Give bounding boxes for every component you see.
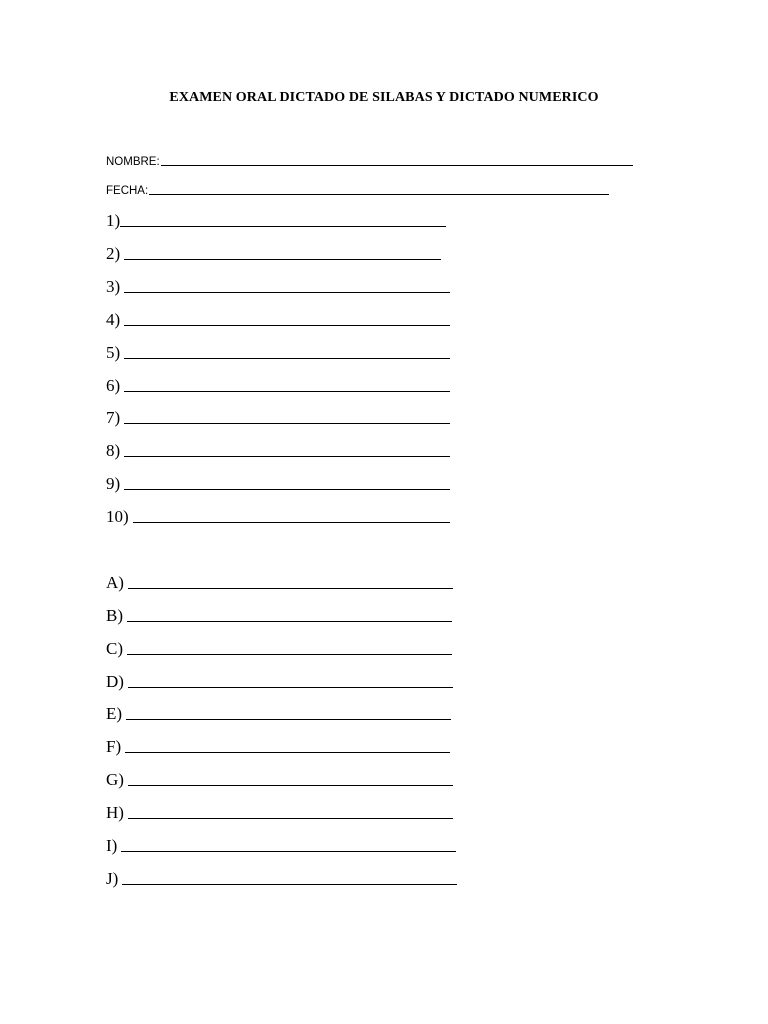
item-label: F) [106,737,122,756]
item-label: 3) [106,277,121,296]
answer-line[interactable] [124,311,450,326]
date-field[interactable] [106,179,609,197]
letter-item-i[interactable] [106,832,456,856]
date-label: FECHA: [106,185,149,197]
answer-line[interactable] [128,673,453,688]
numeric-item-6[interactable] [106,372,450,396]
item-label: 9) [106,474,121,493]
numeric-item-2[interactable] [106,240,441,264]
answer-line[interactable] [127,640,452,655]
numeric-item-9[interactable] [106,470,450,494]
name-label: NOMBRE: [106,156,160,168]
item-label: I) [106,836,118,855]
item-label: B) [106,606,123,625]
answer-line[interactable] [124,442,450,457]
item-label: E) [106,704,123,723]
answer-line[interactable] [124,409,450,424]
item-label: 6) [106,376,121,395]
answer-line[interactable] [124,344,450,359]
item-label: 4) [106,310,121,329]
numeric-item-1[interactable] [106,207,446,231]
numeric-item-10[interactable] [106,503,450,527]
item-label: D) [106,672,124,691]
answer-line[interactable] [133,508,450,523]
letter-item-f[interactable] [106,733,450,757]
answer-line[interactable] [124,377,450,392]
numeric-item-7[interactable] [106,404,450,428]
answer-line[interactable] [128,804,453,819]
letter-item-j[interactable] [106,865,457,889]
item-label: H) [106,803,124,822]
numeric-item-5[interactable] [106,339,450,363]
answer-line[interactable] [128,771,453,786]
answer-line[interactable] [120,212,446,227]
name-field[interactable] [106,150,633,168]
letter-item-a[interactable] [106,569,453,593]
numeric-item-3[interactable] [106,273,450,297]
answer-line[interactable] [124,475,450,490]
name-answer-line[interactable] [161,153,633,166]
letter-item-d[interactable] [106,668,453,692]
answer-line[interactable] [127,607,452,622]
letter-item-e[interactable] [106,700,451,724]
item-label: 8) [106,441,121,460]
answer-line[interactable] [125,738,450,753]
item-label: 7) [106,408,121,427]
item-label: 10) [106,507,129,526]
answer-line[interactable] [124,245,441,260]
item-label: G) [106,770,124,789]
item-label: 5) [106,343,121,362]
answer-line[interactable] [126,705,451,720]
answer-line[interactable] [128,574,453,589]
letter-item-g[interactable] [106,766,453,790]
exam-title: EXAMEN ORAL DICTADO DE SILABAS Y DICTADO NUMERICO [169,90,599,105]
letter-item-c[interactable] [106,635,452,659]
item-label: 1) [106,211,121,230]
item-label: C) [106,639,123,658]
answer-line[interactable] [121,837,456,852]
letter-item-b[interactable] [106,602,452,626]
item-label: 2) [106,244,121,263]
numeric-item-8[interactable] [106,437,450,461]
numeric-item-4[interactable] [106,306,450,330]
item-label: A) [106,573,124,592]
answer-line[interactable] [122,870,457,885]
letter-item-h[interactable] [106,799,453,823]
answer-line[interactable] [124,278,450,293]
date-answer-line[interactable] [149,182,609,195]
item-label: J) [106,869,119,888]
